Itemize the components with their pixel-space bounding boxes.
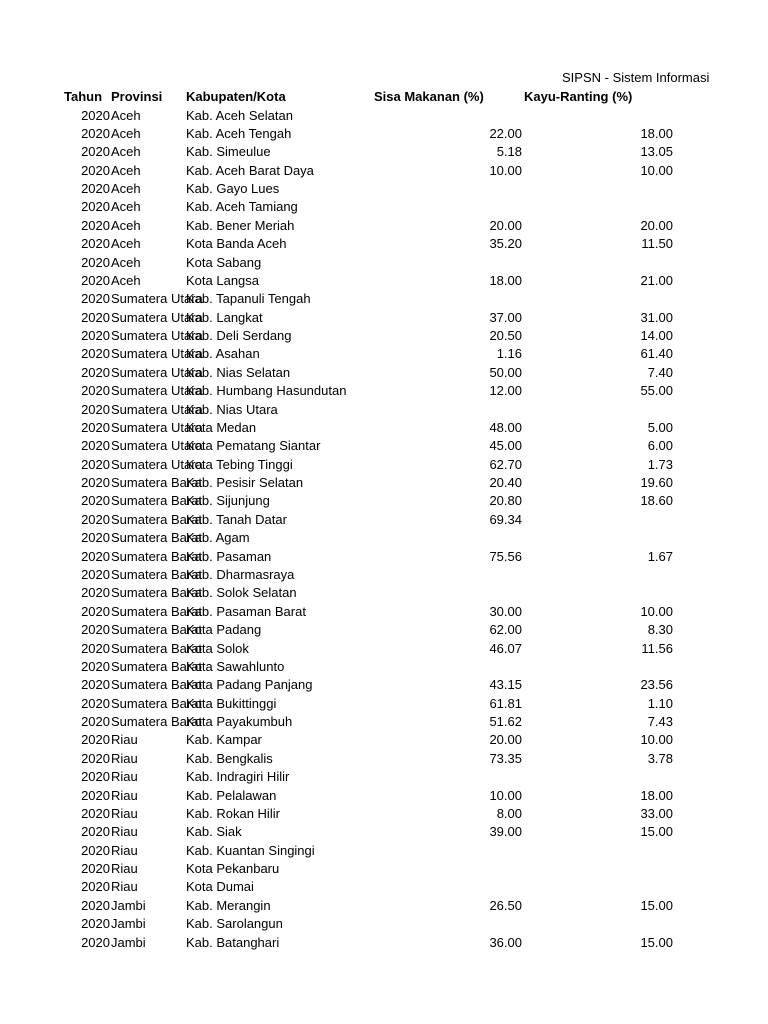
cell-wood bbox=[522, 107, 673, 125]
cell-province: Sumatera Barat bbox=[111, 530, 203, 546]
table-row bbox=[0, 492, 768, 510]
cell-regency: Kab. Aceh Tengah bbox=[186, 125, 292, 141]
cell-province: Aceh bbox=[111, 144, 141, 160]
cell-food-waste: 50.00 bbox=[489, 364, 522, 380]
cell-wood: 7.40 bbox=[647, 364, 673, 380]
cell-food-waste: 20.40 bbox=[489, 475, 522, 491]
cell-food-waste bbox=[366, 529, 522, 547]
cell-food-waste bbox=[366, 860, 522, 878]
cell-food-waste: 26.50 bbox=[489, 897, 522, 913]
cell-wood: 33.00 bbox=[640, 805, 673, 821]
cell-year: 2020 bbox=[81, 750, 110, 766]
cell-year: 2020 bbox=[81, 309, 110, 325]
cell-wood: 31.00 bbox=[640, 309, 673, 325]
table-row bbox=[0, 511, 768, 529]
cell-food-waste: 20.00 bbox=[489, 732, 522, 748]
cell-wood: 3.78 bbox=[647, 750, 673, 766]
cell-food-waste bbox=[366, 198, 522, 216]
cell-province: Sumatera Utara bbox=[111, 401, 203, 417]
table-row bbox=[0, 419, 768, 437]
cell-food-waste: 12.00 bbox=[489, 383, 522, 399]
cell-wood: 1.73 bbox=[647, 456, 673, 472]
cell-food-waste bbox=[366, 658, 522, 676]
cell-year: 2020 bbox=[81, 787, 110, 803]
cell-regency: Kab. Kampar bbox=[186, 732, 262, 748]
cell-wood bbox=[522, 915, 673, 933]
cell-food-waste: 22.00 bbox=[489, 125, 522, 141]
cell-year: 2020 bbox=[81, 272, 110, 288]
table-row bbox=[0, 860, 768, 878]
cell-year: 2020 bbox=[81, 861, 110, 877]
table-row bbox=[0, 364, 768, 382]
cell-province: Sumatera Utara bbox=[111, 328, 203, 344]
cell-province: Sumatera Barat bbox=[111, 603, 203, 619]
cell-food-waste: 51.62 bbox=[489, 714, 522, 730]
cell-food-waste: 48.00 bbox=[489, 419, 522, 435]
cell-food-waste: 73.35 bbox=[489, 750, 522, 766]
cell-year: 2020 bbox=[81, 658, 110, 674]
cell-wood: 5.00 bbox=[647, 419, 673, 435]
cell-wood: 55.00 bbox=[640, 383, 673, 399]
cell-regency: Kab. Kuantan Singingi bbox=[186, 842, 315, 858]
cell-wood bbox=[522, 584, 673, 602]
cell-regency: Kab. Batanghari bbox=[186, 934, 280, 950]
cell-wood: 21.00 bbox=[640, 272, 673, 288]
cell-food-waste bbox=[366, 768, 522, 786]
cell-regency: Kota Medan bbox=[186, 419, 257, 435]
cell-food-waste bbox=[366, 566, 522, 584]
cell-food-waste: 75.56 bbox=[489, 548, 522, 564]
cell-food-waste bbox=[366, 254, 522, 272]
cell-wood: 15.00 bbox=[640, 934, 673, 950]
table-row bbox=[0, 915, 768, 933]
cell-year: 2020 bbox=[81, 346, 110, 362]
cell-year: 2020 bbox=[81, 695, 110, 711]
cell-year: 2020 bbox=[81, 456, 110, 472]
cell-wood bbox=[522, 566, 673, 584]
table-row bbox=[0, 676, 768, 694]
cell-province: Sumatera Utara bbox=[111, 419, 203, 435]
cell-wood bbox=[522, 290, 673, 308]
cell-food-waste bbox=[366, 401, 522, 419]
cell-wood: 20.00 bbox=[640, 217, 673, 233]
table-row bbox=[0, 162, 768, 180]
cell-wood bbox=[522, 842, 673, 860]
cell-province: Riau bbox=[111, 824, 138, 840]
cell-province: Sumatera Utara bbox=[111, 364, 203, 380]
cell-regency: Kab. Pelalawan bbox=[186, 787, 277, 803]
cell-wood: 10.00 bbox=[640, 603, 673, 619]
cell-wood: 1.10 bbox=[647, 695, 673, 711]
cell-province: Aceh bbox=[111, 125, 141, 141]
cell-year: 2020 bbox=[81, 677, 110, 693]
cell-year: 2020 bbox=[81, 732, 110, 748]
cell-year: 2020 bbox=[81, 438, 110, 454]
cell-wood: 18.00 bbox=[640, 125, 673, 141]
table-row bbox=[0, 695, 768, 713]
table-row bbox=[0, 125, 768, 143]
cell-province: Sumatera Utara bbox=[111, 346, 203, 362]
cell-regency: Kab. Solok Selatan bbox=[186, 585, 297, 601]
table-row bbox=[0, 658, 768, 676]
cell-province: Sumatera Barat bbox=[111, 585, 203, 601]
cell-wood: 7.43 bbox=[647, 714, 673, 730]
cell-wood: 8.30 bbox=[647, 622, 673, 638]
cell-wood bbox=[522, 529, 673, 547]
cell-regency: Kab. Deli Serdang bbox=[186, 328, 292, 344]
header-wood: Kayu-Ranting (%) bbox=[524, 89, 633, 104]
table-row bbox=[0, 345, 768, 363]
cell-food-waste: 43.15 bbox=[489, 677, 522, 693]
table-row bbox=[0, 621, 768, 639]
cell-regency: Kab. Aceh Selatan bbox=[186, 107, 293, 123]
cell-province: Riau bbox=[111, 769, 138, 785]
cell-food-waste: 18.00 bbox=[489, 272, 522, 288]
cell-regency: Kab. Dharmasraya bbox=[186, 567, 295, 582]
cell-regency: Kota Sawahlunto bbox=[186, 658, 285, 674]
table-row bbox=[0, 603, 768, 621]
cell-year: 2020 bbox=[81, 934, 110, 950]
table-row bbox=[0, 180, 768, 198]
cell-year: 2020 bbox=[81, 622, 110, 638]
table-row bbox=[0, 566, 768, 584]
table-row bbox=[0, 235, 768, 253]
table-row bbox=[0, 401, 768, 419]
cell-food-waste: 37.00 bbox=[489, 309, 522, 325]
cell-regency: Kota Pematang Siantar bbox=[186, 438, 321, 454]
cell-year: 2020 bbox=[81, 107, 110, 123]
cell-regency: Kota Tebing Tinggi bbox=[186, 456, 293, 472]
cell-regency: Kota Payakumbuh bbox=[186, 714, 293, 730]
cell-regency: Kab. Sijunjung bbox=[186, 493, 270, 509]
cell-wood bbox=[522, 658, 673, 676]
cell-regency: Kab. Pesisir Selatan bbox=[186, 475, 304, 491]
cell-year: 2020 bbox=[81, 401, 110, 417]
cell-province: Jambi bbox=[111, 916, 146, 932]
cell-year: 2020 bbox=[81, 419, 110, 435]
cell-province: Aceh bbox=[111, 217, 141, 233]
cell-regency: Kab. Merangin bbox=[186, 897, 271, 913]
cell-year: 2020 bbox=[81, 511, 110, 527]
cell-food-waste: 62.70 bbox=[489, 456, 522, 472]
table-row bbox=[0, 897, 768, 915]
cell-year: 2020 bbox=[81, 897, 110, 913]
cell-regency: Kab. Rokan Hilir bbox=[186, 805, 280, 821]
cell-wood bbox=[522, 254, 673, 272]
table-row bbox=[0, 842, 768, 860]
cell-province: Aceh bbox=[111, 199, 141, 215]
cell-wood: 18.00 bbox=[640, 787, 673, 803]
table-row bbox=[0, 529, 768, 547]
cell-wood: 14.00 bbox=[640, 328, 673, 344]
cell-regency: Kab. Pasaman bbox=[186, 548, 272, 564]
cell-regency: Kota Pekanbaru bbox=[186, 861, 280, 877]
cell-wood: 18.60 bbox=[640, 493, 673, 509]
cell-wood: 11.50 bbox=[641, 236, 673, 252]
cell-food-waste: 62.00 bbox=[489, 622, 522, 638]
cell-regency: Kota Banda Aceh bbox=[186, 236, 287, 252]
table-row bbox=[0, 878, 768, 896]
cell-year: 2020 bbox=[81, 217, 110, 233]
table-row bbox=[0, 934, 768, 952]
cell-year: 2020 bbox=[81, 842, 110, 858]
header-province: Provinsi bbox=[111, 89, 163, 104]
cell-province: Sumatera Utara bbox=[111, 309, 203, 325]
cell-food-waste: 45.00 bbox=[489, 438, 522, 454]
cell-province: Aceh bbox=[111, 236, 141, 252]
cell-province: Riau bbox=[111, 750, 138, 766]
cell-regency: Kab. Langkat bbox=[186, 309, 263, 325]
cell-wood: 11.56 bbox=[641, 640, 673, 656]
cell-food-waste: 36.00 bbox=[489, 934, 522, 950]
cell-year: 2020 bbox=[81, 640, 110, 656]
cell-year: 2020 bbox=[81, 567, 110, 582]
table-row bbox=[0, 787, 768, 805]
cell-regency: Kota Dumai bbox=[186, 879, 254, 895]
cell-province: Sumatera Barat bbox=[111, 640, 203, 656]
table-row bbox=[0, 327, 768, 345]
cell-year: 2020 bbox=[81, 493, 110, 509]
cell-province: Jambi bbox=[111, 934, 146, 950]
cell-regency: Kab. Pasaman Barat bbox=[186, 603, 306, 619]
table-row bbox=[0, 548, 768, 566]
cell-wood: 1.67 bbox=[647, 548, 673, 564]
table-row bbox=[0, 713, 768, 731]
cell-year: 2020 bbox=[81, 824, 110, 840]
cell-food-waste bbox=[366, 842, 522, 860]
table-row bbox=[0, 456, 768, 474]
cell-food-waste: 1.16 bbox=[496, 346, 522, 362]
table-row bbox=[0, 254, 768, 272]
cell-year: 2020 bbox=[81, 548, 110, 564]
cell-regency: Kab. Agam bbox=[186, 530, 250, 546]
table-row bbox=[0, 217, 768, 235]
cell-regency: Kab. Tapanuli Tengah bbox=[186, 291, 311, 307]
table-row bbox=[0, 198, 768, 216]
cell-regency: Kota Padang Panjang bbox=[186, 677, 313, 693]
cell-food-waste: 35.20 bbox=[489, 236, 522, 252]
cell-wood bbox=[522, 768, 673, 786]
table-row bbox=[0, 272, 768, 290]
cell-regency: Kab. Nias Utara bbox=[186, 401, 278, 417]
cell-regency: Kab. Aceh Tamiang bbox=[186, 199, 298, 215]
table-row bbox=[0, 731, 768, 749]
cell-food-waste bbox=[366, 290, 522, 308]
header-year: Tahun bbox=[64, 89, 103, 104]
cell-year: 2020 bbox=[81, 916, 110, 932]
cell-province: Sumatera Barat bbox=[111, 677, 203, 693]
cell-year: 2020 bbox=[81, 181, 110, 197]
cell-wood: 19.60 bbox=[640, 475, 673, 491]
cell-food-waste bbox=[366, 878, 522, 896]
cell-year: 2020 bbox=[81, 603, 110, 619]
cell-food-waste: 39.00 bbox=[489, 824, 522, 840]
cell-food-waste: 61.81 bbox=[489, 695, 522, 711]
cell-wood: 10.00 bbox=[640, 162, 673, 178]
cell-province: Riau bbox=[111, 842, 138, 858]
cell-year: 2020 bbox=[81, 199, 110, 215]
cell-province: Aceh bbox=[111, 162, 141, 178]
cell-food-waste bbox=[366, 180, 522, 198]
cell-province: Riau bbox=[111, 732, 138, 748]
cell-province: Sumatera Barat bbox=[111, 695, 203, 711]
cell-food-waste: 20.80 bbox=[489, 493, 522, 509]
cell-food-waste: 20.00 bbox=[489, 217, 522, 233]
cell-wood bbox=[522, 198, 673, 216]
cell-province: Riau bbox=[111, 861, 138, 877]
cell-year: 2020 bbox=[81, 162, 110, 178]
table-row bbox=[0, 290, 768, 308]
table-row bbox=[0, 382, 768, 400]
cell-wood bbox=[522, 180, 673, 198]
cell-year: 2020 bbox=[81, 254, 110, 270]
cell-wood: 13.05 bbox=[640, 144, 673, 160]
cell-wood bbox=[522, 878, 673, 896]
cell-food-waste: 10.00 bbox=[489, 162, 522, 178]
cell-food-waste: 8.00 bbox=[496, 805, 522, 821]
cell-wood bbox=[522, 401, 673, 419]
table-row bbox=[0, 750, 768, 768]
table-row bbox=[0, 768, 768, 786]
cell-food-waste: 46.07 bbox=[489, 640, 522, 656]
cell-regency: Kota Sabang bbox=[186, 254, 262, 270]
cell-regency: Kab. Gayo Lues bbox=[186, 181, 280, 197]
table-row bbox=[0, 584, 768, 602]
table-row bbox=[0, 143, 768, 161]
cell-province: Aceh bbox=[111, 272, 141, 288]
cell-province: Sumatera Utara bbox=[111, 291, 203, 307]
cell-regency: Kab. Sarolangun bbox=[186, 916, 283, 932]
table-row bbox=[0, 107, 768, 125]
cell-wood: 6.00 bbox=[647, 438, 673, 454]
cell-regency: Kota Bukittinggi bbox=[186, 695, 277, 711]
cell-wood: 61.40 bbox=[640, 346, 673, 362]
cell-province: Sumatera Barat bbox=[111, 548, 203, 564]
cell-wood: 23.56 bbox=[640, 677, 673, 693]
cell-food-waste bbox=[366, 915, 522, 933]
cell-wood: 10.00 bbox=[640, 732, 673, 748]
cell-year: 2020 bbox=[81, 328, 110, 344]
cell-year: 2020 bbox=[81, 236, 110, 252]
cell-wood: 15.00 bbox=[640, 824, 673, 840]
cell-regency: Kab. Nias Selatan bbox=[186, 364, 291, 380]
cell-year: 2020 bbox=[81, 125, 110, 141]
cell-province: Riau bbox=[111, 879, 138, 895]
cell-year: 2020 bbox=[81, 769, 110, 785]
cell-province: Riau bbox=[111, 787, 138, 803]
cell-wood: 15.00 bbox=[640, 897, 673, 913]
cell-regency: Kab. Bengkalis bbox=[186, 750, 273, 766]
cell-regency: Kab. Bener Meriah bbox=[186, 217, 295, 233]
cell-food-waste: 10.00 bbox=[489, 787, 522, 803]
cell-year: 2020 bbox=[81, 879, 110, 895]
cell-year: 2020 bbox=[81, 805, 110, 821]
cell-year: 2020 bbox=[81, 585, 110, 601]
cell-regency: Kab. Indragiri Hilir bbox=[186, 769, 290, 785]
cell-regency: Kab. Simeulue bbox=[186, 144, 271, 160]
cell-province: Aceh bbox=[111, 181, 141, 197]
cell-regency: Kab. Siak bbox=[186, 824, 242, 840]
cell-food-waste: 5.18 bbox=[496, 144, 522, 160]
cell-province: Sumatera Barat bbox=[111, 658, 203, 674]
cell-year: 2020 bbox=[81, 475, 110, 491]
cell-regency: Kota Solok bbox=[186, 640, 249, 656]
cell-regency: Kota Langsa bbox=[186, 272, 260, 288]
cell-year: 2020 bbox=[81, 144, 110, 160]
cell-province: Sumatera Barat bbox=[111, 622, 203, 638]
cell-regency: Kab. Tanah Datar bbox=[186, 511, 287, 527]
cell-year: 2020 bbox=[81, 714, 110, 730]
header-regency: Kabupaten/Kota bbox=[186, 89, 286, 104]
cell-province: Sumatera Barat bbox=[111, 511, 203, 527]
cell-food-waste bbox=[366, 584, 522, 602]
cell-province: Sumatera Barat bbox=[111, 567, 203, 582]
cell-province: Aceh bbox=[111, 107, 141, 123]
cell-food-waste: 69.34 bbox=[489, 511, 522, 527]
cell-wood bbox=[522, 860, 673, 878]
cell-province: Aceh bbox=[111, 254, 141, 270]
cell-province: Sumatera Barat bbox=[111, 714, 203, 730]
document-title: SIPSN - Sistem Informasi bbox=[562, 70, 710, 85]
cell-year: 2020 bbox=[81, 530, 110, 546]
cell-province: Sumatera Utara bbox=[111, 456, 203, 472]
cell-food-waste: 30.00 bbox=[489, 603, 522, 619]
cell-province: Sumatera Barat bbox=[111, 493, 203, 509]
cell-province: Sumatera Utara bbox=[111, 383, 203, 399]
table-row bbox=[0, 805, 768, 823]
table-row bbox=[0, 437, 768, 455]
cell-food-waste bbox=[366, 107, 522, 125]
cell-regency: Kab. Humbang Hasundutan bbox=[186, 383, 347, 399]
header-food-waste: Sisa Makanan (%) bbox=[374, 89, 484, 104]
cell-province: Riau bbox=[111, 805, 138, 821]
table-row bbox=[0, 640, 768, 658]
cell-province: Sumatera Barat bbox=[111, 475, 203, 491]
cell-province: Jambi bbox=[111, 897, 146, 913]
cell-regency: Kota Padang bbox=[186, 622, 262, 638]
cell-province: Sumatera Utara bbox=[111, 438, 203, 454]
cell-wood bbox=[522, 511, 673, 529]
cell-year: 2020 bbox=[81, 291, 110, 307]
cell-year: 2020 bbox=[81, 364, 110, 380]
cell-regency: Kab. Asahan bbox=[186, 346, 260, 362]
header-row bbox=[0, 88, 768, 106]
table-row bbox=[0, 309, 768, 327]
cell-food-waste: 20.50 bbox=[489, 328, 522, 344]
table-row bbox=[0, 823, 768, 841]
table-row bbox=[0, 474, 768, 492]
cell-regency: Kab. Aceh Barat Daya bbox=[186, 162, 314, 178]
cell-year: 2020 bbox=[81, 383, 110, 399]
